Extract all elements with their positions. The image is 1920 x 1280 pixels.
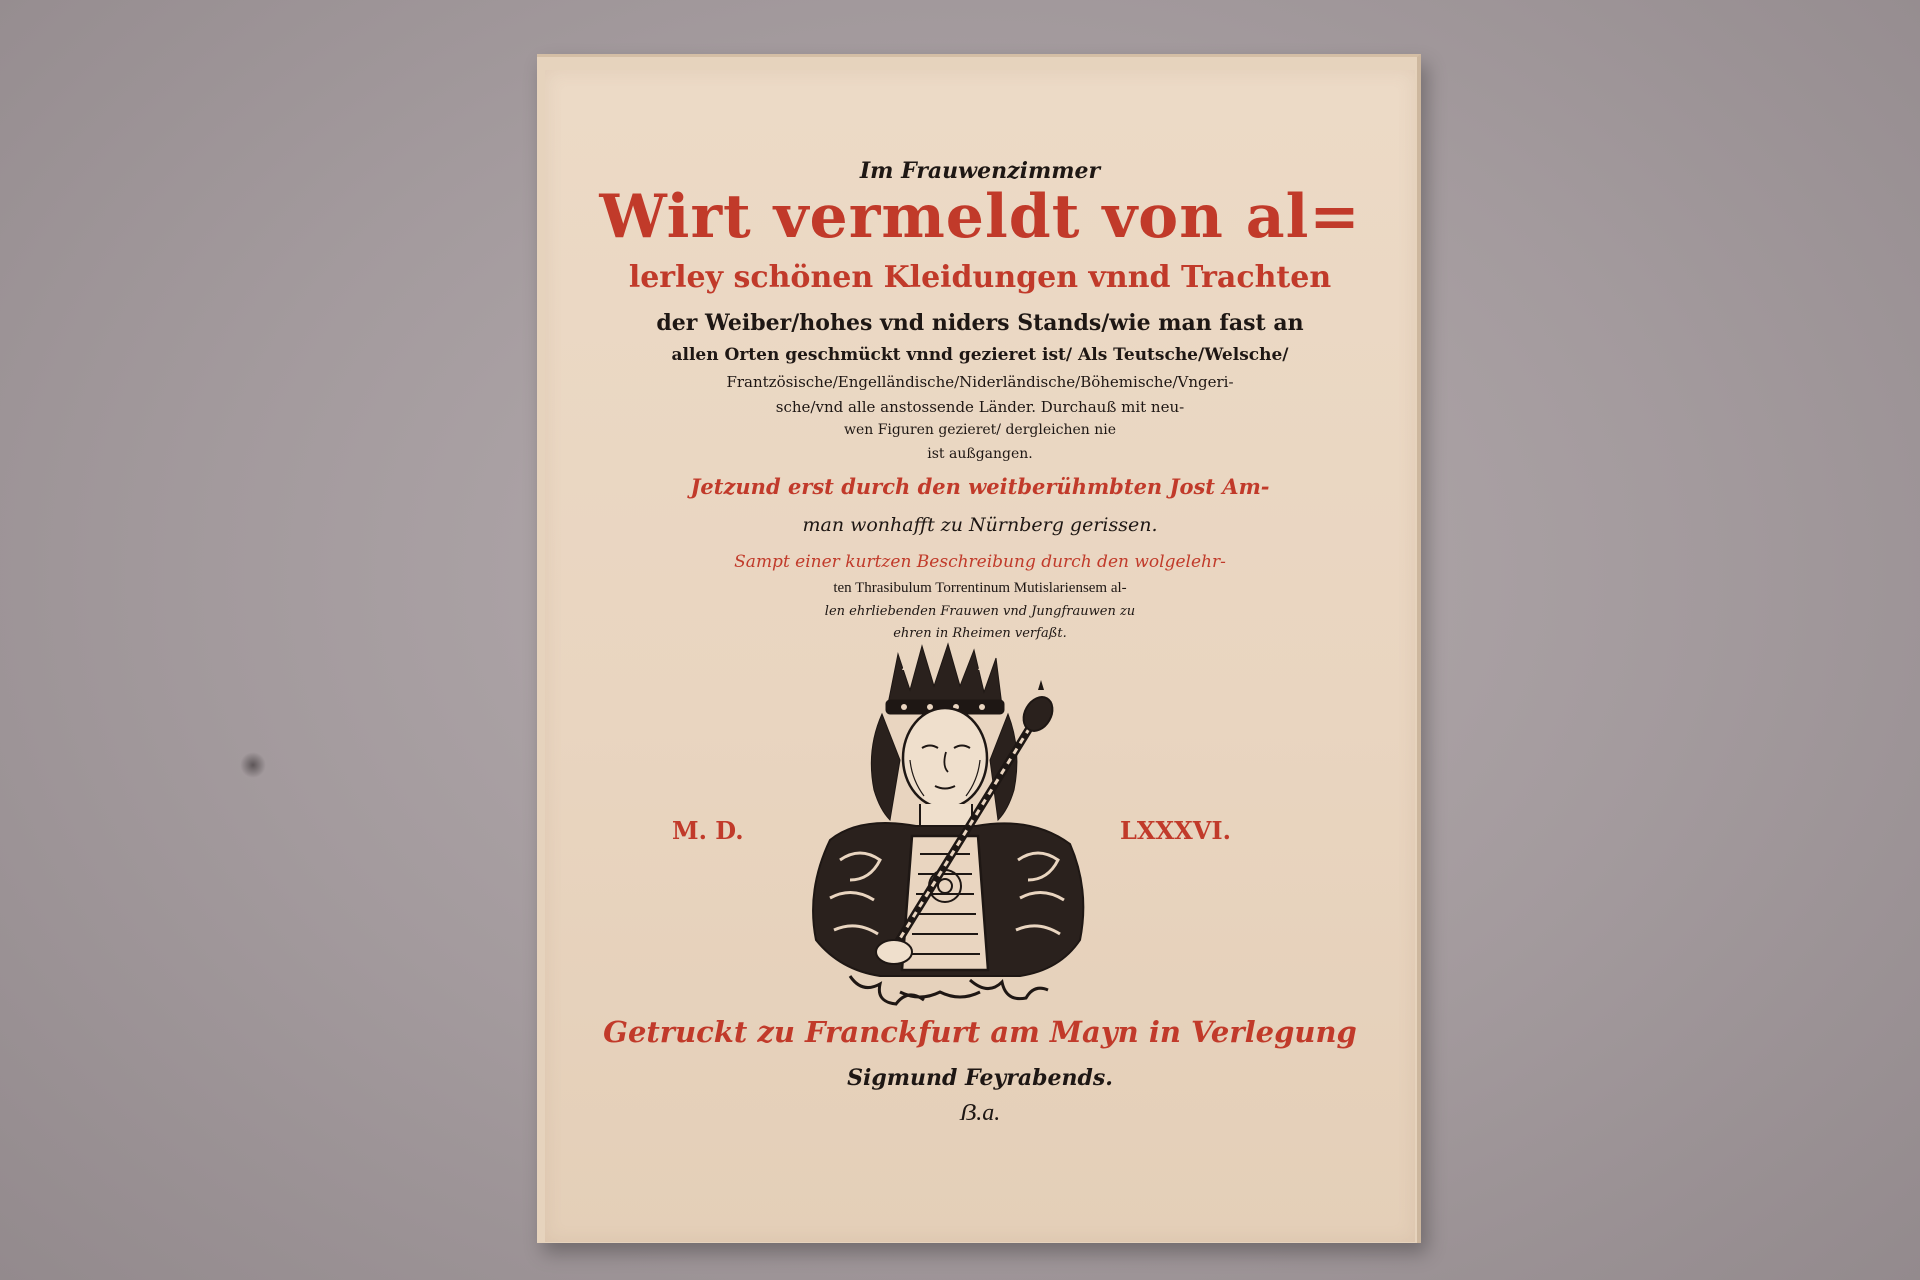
- title-line-4: der Weiber/hohes vnd niders Stands/wie man fast an: [656, 310, 1304, 336]
- title-line-12: Sampt einer kurtzen Beschreibung durch den wolgelehr-: [734, 552, 1226, 572]
- date-right: LXXXVI.: [1120, 816, 1231, 845]
- book-cover: [545, 70, 1415, 1242]
- title-line-8: wen Figuren gezieret/ dergleichen nie: [843, 422, 1117, 438]
- title-line-10: Jetzund erst durch den weitberühmbten Jost Am-: [690, 474, 1270, 499]
- title-line-9: ist außgangen.: [927, 446, 1033, 462]
- title-line-6: Frantzösische/Engelländische/Niderländische/Böhemische/Vngeri-: [726, 373, 1234, 391]
- date-left: M. D.: [672, 816, 744, 845]
- title-line-11: man wonhafft zu Nürnberg gerissen.: [802, 514, 1158, 536]
- handwritten-mark: ẞ.a.: [959, 1100, 1001, 1126]
- imprint-line-2: Sigmund Feyrabends.: [847, 1065, 1113, 1091]
- title-line-1: Im Frauwenzimmer: [859, 158, 1101, 184]
- title-line-5: allen Orten geschmückt vnnd gezieret ist/ Als Teutsche/Welsche/: [671, 345, 1289, 365]
- title-line-14: len ehrliebenden Frauwen vnd Jungfrauwen zu: [824, 604, 1136, 619]
- imprint-line-1: Getruckt zu Franckfurt am Mayn in Verlegung: [603, 1015, 1357, 1049]
- table-smudge: [240, 752, 266, 778]
- title-line-15: ehren in Rheimen verfaßt.: [893, 626, 1067, 641]
- woodcut-queen-illustration: [770, 640, 1110, 1010]
- title-line-13: ten Thrasibulum Torrentinum Mutislariensem al-: [833, 580, 1127, 596]
- title-line-2: Wirt vermeldt von al=: [599, 182, 1361, 252]
- title-line-3: lerley schönen Kleidungen vnnd Trachten: [628, 260, 1332, 295]
- title-line-7: sche/vnd alle anstossende Länder. Durchauß mit neu-: [775, 398, 1185, 416]
